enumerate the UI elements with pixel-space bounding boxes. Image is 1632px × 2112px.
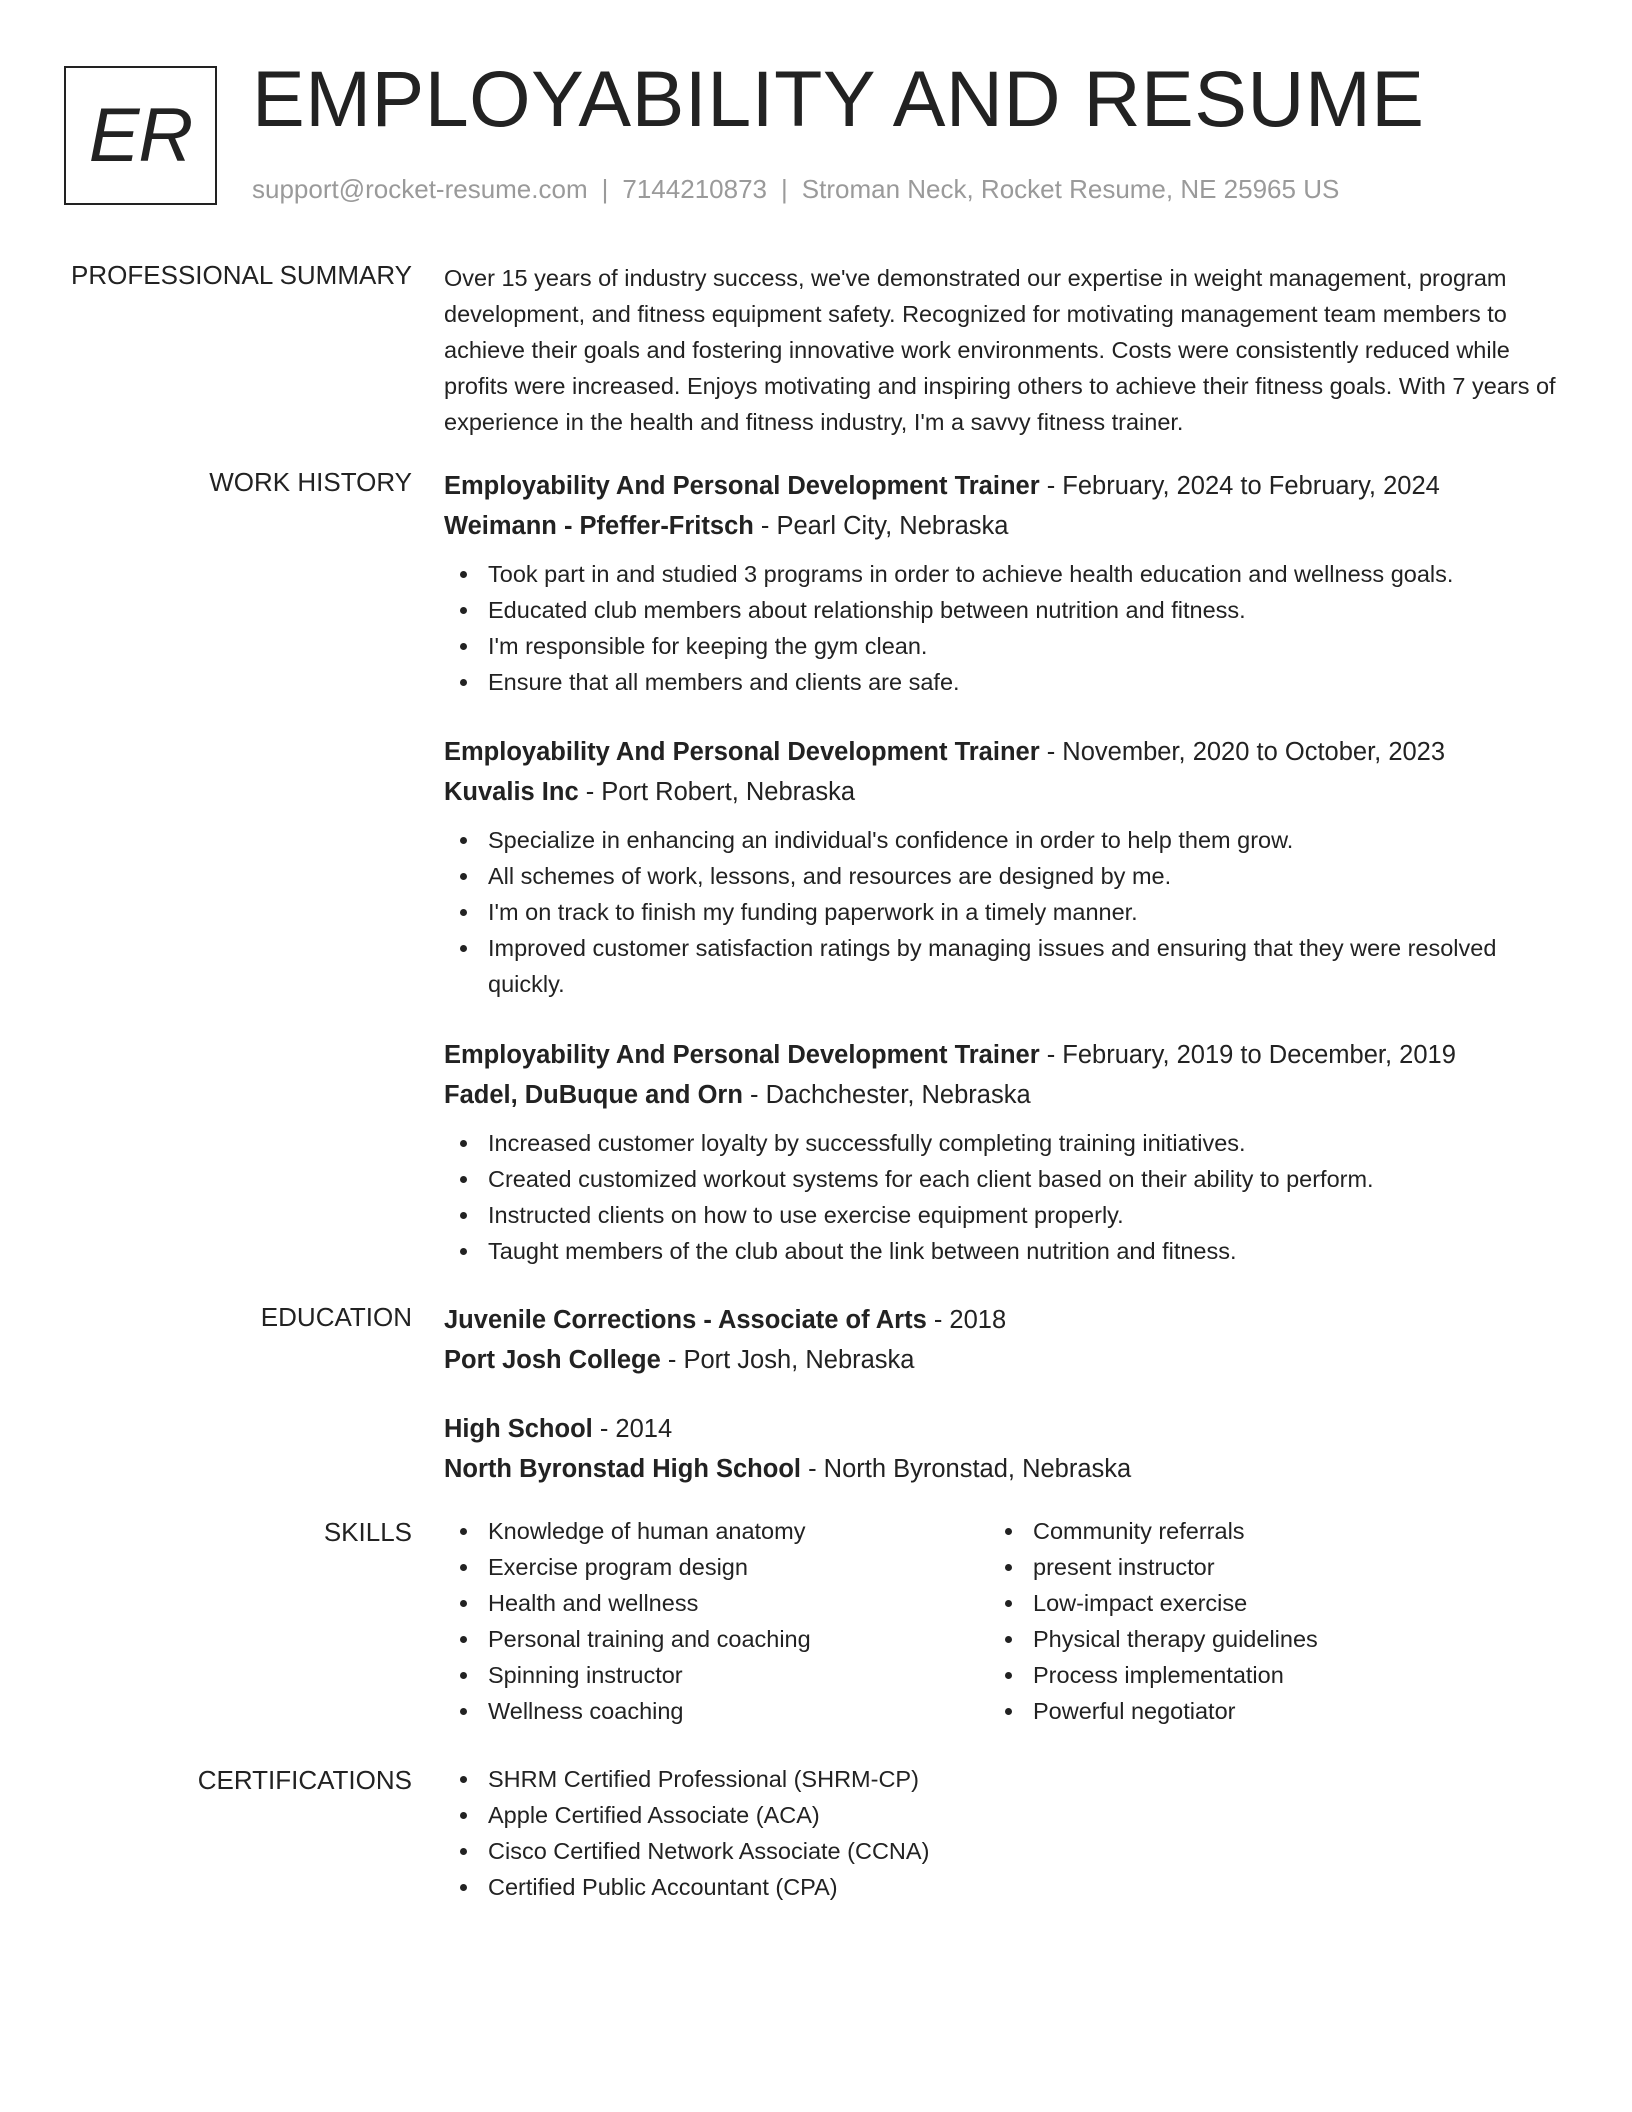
list-item: Wellness coaching — [444, 1693, 984, 1729]
contact-address: Stroman Neck, Rocket Resume, NE 25965 US — [801, 174, 1340, 204]
school-location: - Port Josh, Nebraska — [660, 1346, 915, 1374]
list-item: Cisco Certified Network Associate (CCNA) — [444, 1833, 1244, 1869]
list-item: Educated club members about relationship between nutrition and fitness. — [444, 592, 1556, 628]
list-item: Spinning instructor — [444, 1657, 984, 1693]
education-entry — [444, 1409, 1556, 1489]
school-line — [444, 1449, 1556, 1489]
list-item: Community referrals — [989, 1513, 1529, 1549]
contact-line — [252, 174, 1339, 205]
job-company-line — [444, 1075, 1556, 1115]
contact-email: support@rocket-resume.com — [252, 174, 588, 204]
job-location: - Pearl City, Nebraska — [753, 512, 1009, 540]
list-item: I'm responsible for keeping the gym clean. — [444, 628, 1556, 664]
list-item: Knowledge of human anatomy — [444, 1513, 984, 1549]
section-title: EDUCATION — [260, 1302, 412, 1332]
job-company-line — [444, 506, 1556, 546]
certifications-column — [444, 1761, 1244, 1905]
section-title: PROFESSIONAL SUMMARY — [71, 260, 412, 290]
school-line — [444, 1340, 1556, 1380]
list-item: Apple Certified Associate (ACA) — [444, 1797, 1244, 1833]
job-role: Employability And Personal Development Trainer — [444, 1041, 1040, 1069]
job-company: Fadel, DuBuque and Orn — [444, 1081, 743, 1109]
list-item: Certified Public Accountant (CPA) — [444, 1869, 1244, 1905]
contact-separator: | — [781, 174, 788, 204]
school: Port Josh College — [444, 1346, 661, 1374]
job-location: - Dachchester, Nebraska — [742, 1081, 1031, 1109]
list-item: Instructed clients on how to use exercise equipment properly. — [444, 1197, 1556, 1233]
section-title: WORK HISTORY — [209, 467, 412, 497]
list-item: SHRM Certified Professional (SHRM-CP) — [444, 1761, 1244, 1797]
section-title: CERTIFICATIONS — [197, 1765, 412, 1795]
list-item: All schemes of work, lessons, and resources are designed by me. — [444, 858, 1556, 894]
list-item: Taught members of the club about the link between nutrition and fitness. — [444, 1233, 1556, 1269]
degree: Juvenile Corrections - Associate of Arts — [444, 1306, 927, 1334]
list-item: Specialize in enhancing an individual's confidence in order to help them grow. — [444, 822, 1556, 858]
skills-list — [989, 1513, 1529, 1729]
list-item: Health and wellness — [444, 1585, 984, 1621]
job-bullets — [444, 822, 1556, 1002]
job-dates: - February, 2019 to December, 2019 — [1039, 1041, 1456, 1069]
certifications-list — [444, 1761, 1244, 1905]
degree: High School — [444, 1415, 593, 1443]
list-item: Process implementation — [989, 1657, 1529, 1693]
list-item: Improved customer satisfaction ratings by managing issues and ensuring that they were resolved quickly. — [444, 930, 1556, 1002]
contact-separator: | — [601, 174, 609, 204]
list-item: Increased customer loyalty by successfully completing training initiatives. — [444, 1125, 1556, 1161]
job-company: Weimann - Pfeffer-Fritsch — [444, 512, 754, 540]
job-entry — [444, 732, 1556, 1002]
job-entry — [444, 1035, 1556, 1269]
summary-text: Over 15 years of industry success, we've demonstrated our expertise in weight management, program development, and fitness equipment safety. Recognized for motivating management team members to achieve their goals and fostering innovative work environments. Costs were consistently reduced while profits were increased. Enjoys motivating and inspiring others to achieve their fitness goals. With 7 years of experience in the health and fitness industry, I'm a savvy fitness trainer. — [444, 265, 1556, 435]
degree-line — [444, 1409, 1556, 1449]
job-company-line — [444, 772, 1556, 812]
list-item: Low-impact exercise — [989, 1585, 1529, 1621]
skills-column-left — [444, 1513, 984, 1729]
job-role-line — [444, 732, 1556, 772]
list-item: Personal training and coaching — [444, 1621, 984, 1657]
candidate-name: EMPLOYABILITY AND RESUME — [252, 54, 1425, 143]
degree-year: - 2018 — [926, 1306, 1007, 1334]
school: North Byronstad High School — [444, 1455, 801, 1483]
school-location: - North Byronstad, Nebraska — [801, 1455, 1132, 1483]
degree-line — [444, 1300, 1556, 1340]
list-item: Ensure that all members and clients are safe. — [444, 664, 1556, 700]
job-role-line — [444, 466, 1556, 506]
job-dates: - November, 2020 to October, 2023 — [1039, 738, 1446, 766]
job-company: Kuvalis Inc — [444, 778, 579, 806]
job-bullets — [444, 556, 1556, 700]
job-entry — [444, 466, 1556, 700]
list-item: present instructor — [989, 1549, 1529, 1585]
list-item: Powerful negotiator — [989, 1693, 1529, 1729]
education-entry — [444, 1300, 1556, 1380]
degree-year: - 2014 — [592, 1415, 673, 1443]
job-role: Employability And Personal Development Trainer — [444, 738, 1040, 766]
list-item: Exercise program design — [444, 1549, 984, 1585]
job-location: - Port Robert, Nebraska — [578, 778, 855, 806]
job-dates: - February, 2024 to February, 2024 — [1039, 472, 1440, 500]
job-role: Employability And Personal Development Trainer — [444, 472, 1040, 500]
skills-list — [444, 1513, 984, 1729]
monogram: ER — [64, 66, 217, 205]
job-bullets — [444, 1125, 1556, 1269]
list-item: I'm on track to finish my funding paperwork in a timely manner. — [444, 894, 1556, 930]
list-item: Created customized workout systems for each client based on their ability to perform. — [444, 1161, 1556, 1197]
job-role-line — [444, 1035, 1556, 1075]
contact-phone: 7144210873 — [622, 174, 767, 204]
skills-column-right — [989, 1513, 1529, 1729]
list-item: Physical therapy guidelines — [989, 1621, 1529, 1657]
section-title: SKILLS — [323, 1517, 412, 1547]
list-item: Took part in and studied 3 programs in order to achieve health education and wellness goals. — [444, 556, 1556, 592]
